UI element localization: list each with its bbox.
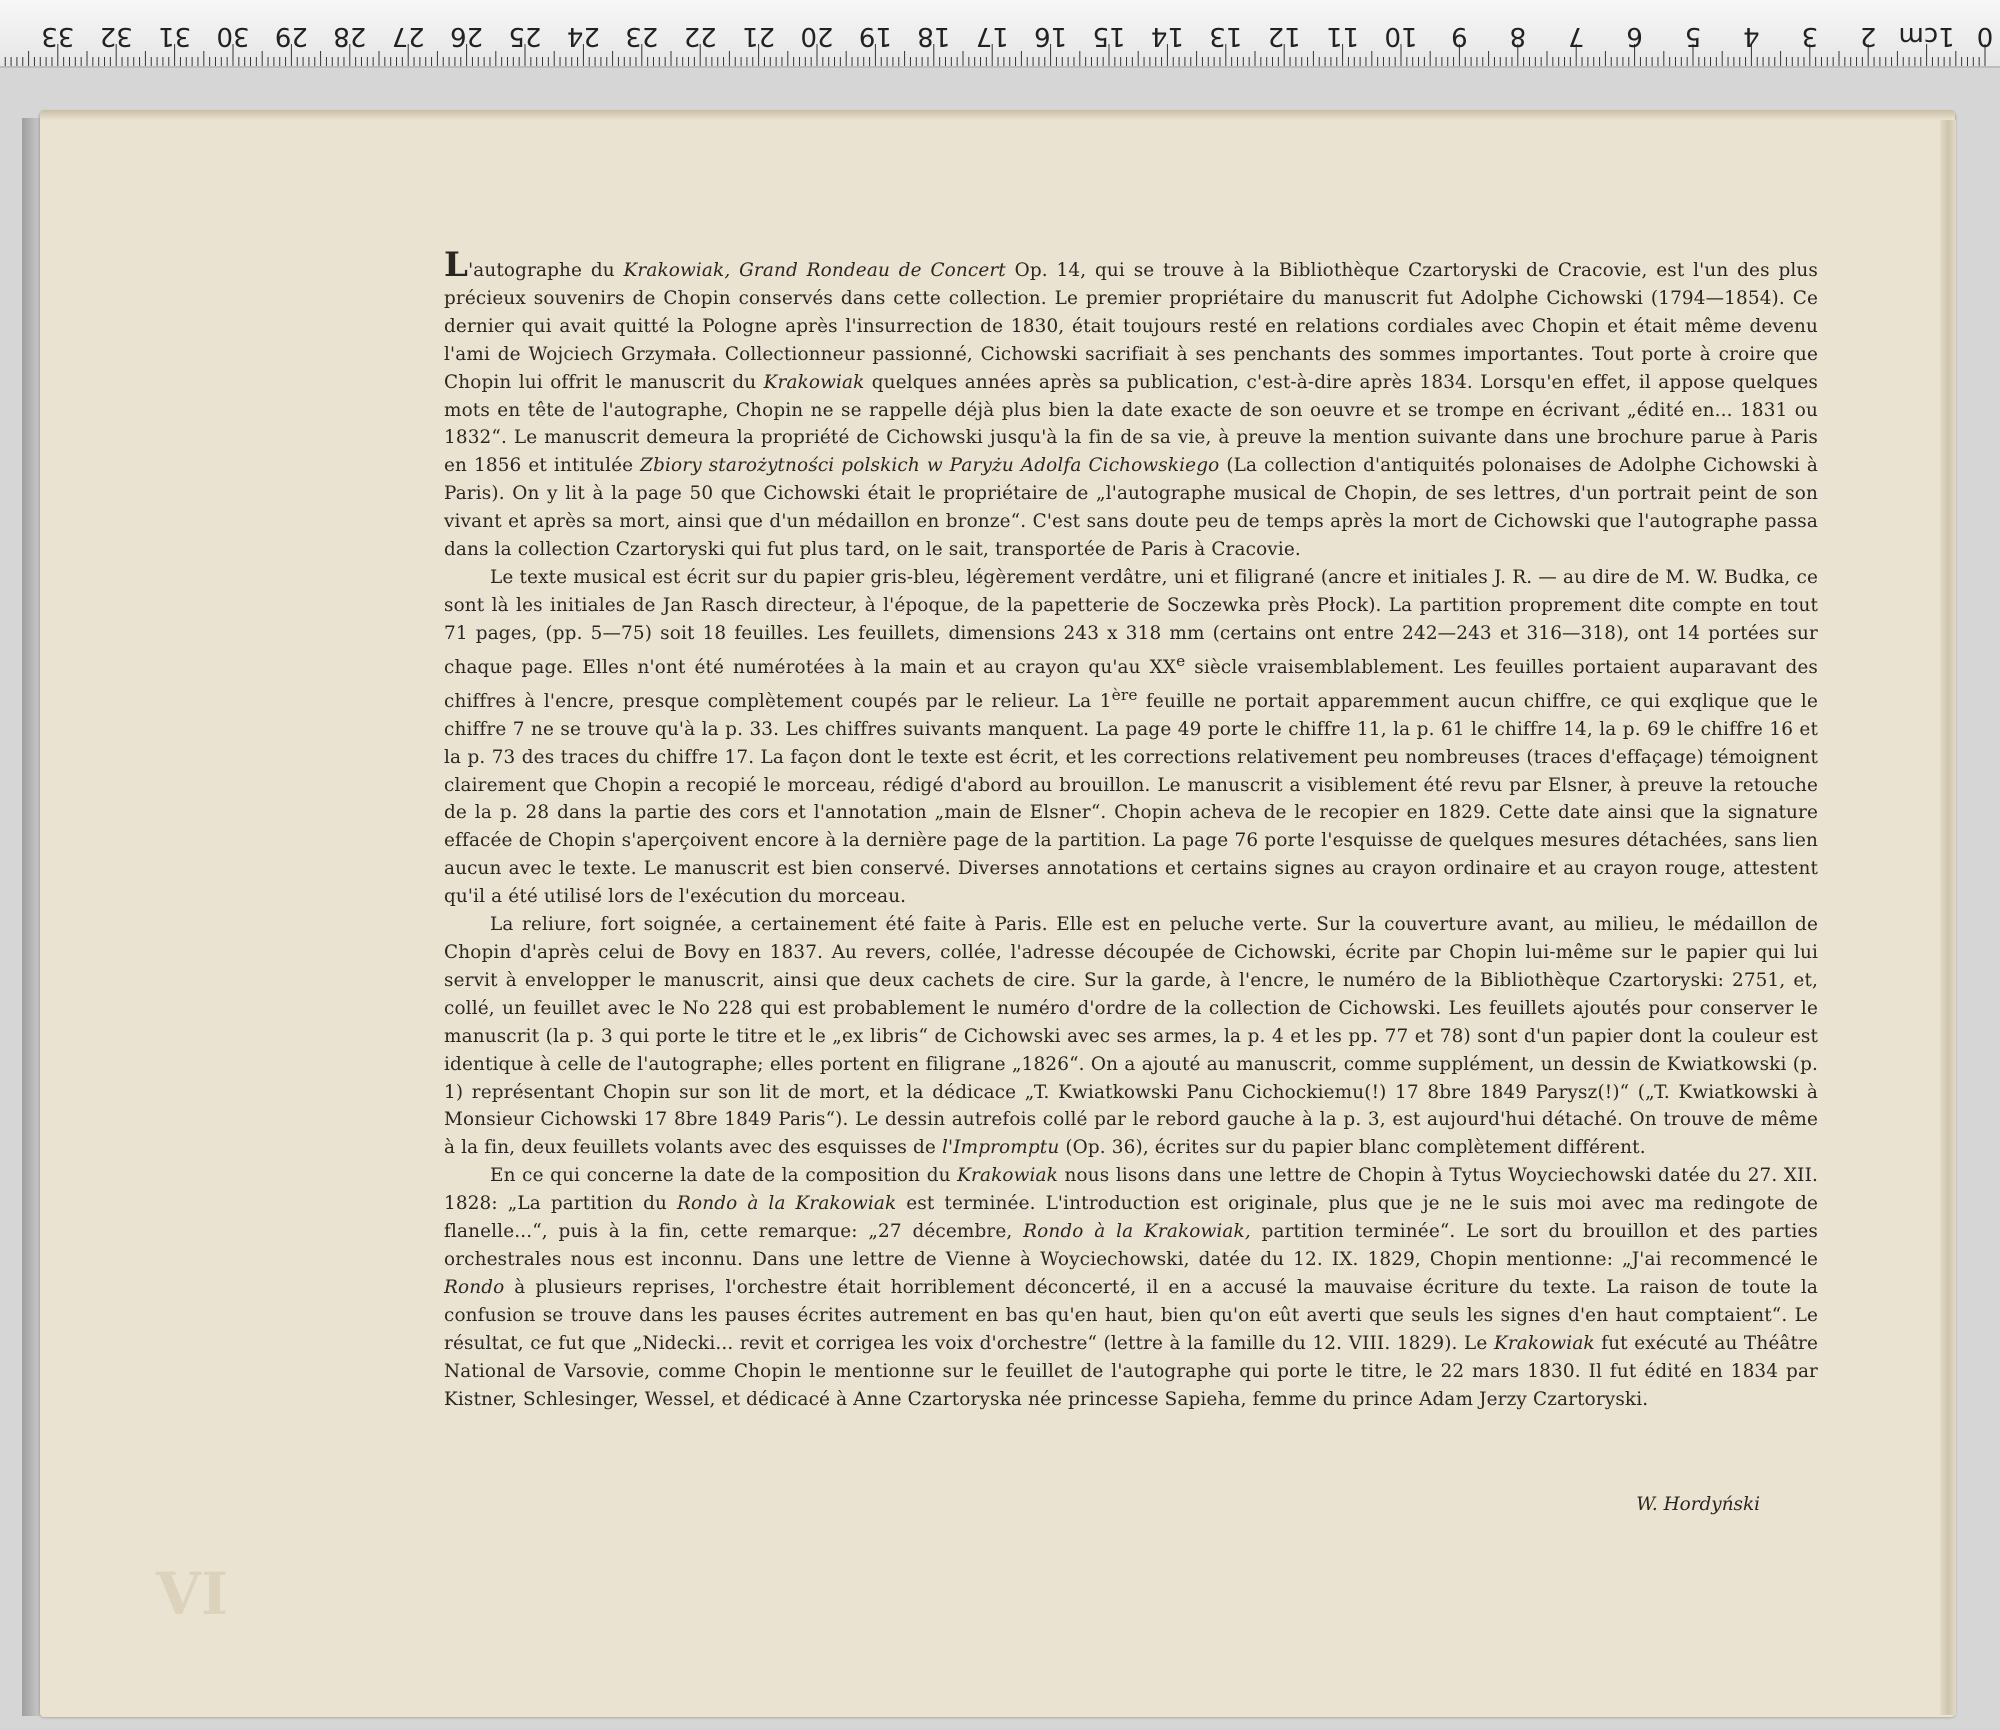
italic-title: Krakowiak bbox=[763, 371, 865, 393]
ruler-label: 20 bbox=[800, 21, 834, 51]
text-run: fut exécuté au Théâtre National de Varsovie, comme Chopin le mentionne sur le feuillet de l'autographe qui porte le titre, le 22 mars 1830. Il fut édité en 1834 par Kistner, Schlesinger, Wessel, et dédicacé à Anne Czartoryska née princesse Sapieha, femme du prince Adam Jerzy Czartoryski. bbox=[444, 1332, 1819, 1410]
text-run: La reliure, fort soignée, a certainement été faite à Paris. Elle est en peluche verte. Sur la couverture avant, au milieu, le médaillon de Chopin d'après celui de Bovy en 1837. Au revers, collée, l'adresse découpée de Cichowski, écrite par Chopin lui-même sur le papier qui lui servit à envelopper le manuscrit, ainsi que deux cachets de cire. Sur la garde, à l'encre, le numéro de la Bibliothèque Czartoryski: 2751, et, collé, un feuillet avec le No 228 qui est probablement le numéro d'ordre de la collection de Cichowski. Les feuillets ajoutés pour conserver le manuscrit (la p. 3 qui porte le titre et le „ex libris“ de Cichowski avec ses armes, la p. 4 et les pp. 77 et 78) sont d'un papier dont la couleur est identique à celle de l'autographe; elles portent en filigrane „1826“. On a ajouté au manuscrit, comme supplément, un dessin de Kwiatkowski (p. 1) représentant Chopin sur son lit de mort, et la dédicace „T. Kwiatkowski Panu Cichockiemu(!) 17 8bre 1849 Parysz(!)“ („T. Kwiatkowski à Monsieur Cichowski 17 8bre 1849 Paris“). Le dessin autrefois collé par le rebord gauche à la p. 3, est aujourd'hui détaché. On trouve de même à la fin, deux feuillets volants avec des esquisses de bbox=[444, 914, 1818, 1159]
ruler-label: 15 bbox=[1092, 21, 1126, 51]
text-run: (La collection d'antiquités polonaises de Adolphe Cichowski à Paris). On y lit à la page 50 que Cichowski était le propriétaire de „l'autographe musical de Chopin, de ses lettres, d'un portrait peint de son vivant et après sa mort, ainsi que d'un médaillon en bronze“. C'est sans doute peu de temps après la mort de Cichowski que l'autographe passa dans la collection Czartoryski qui fut plus tard, on le sait, transportée de Paris à Cracovie. bbox=[444, 455, 1819, 561]
ruler-label: 26 bbox=[450, 21, 484, 51]
ruler-label: 0 bbox=[1976, 21, 1994, 51]
ruler-label: 8 bbox=[1509, 21, 1527, 51]
superscript: ère bbox=[1111, 685, 1138, 704]
ruler-label: 27 bbox=[391, 21, 425, 51]
italic-title: Krakowiak, Grand Rondeau de Concert bbox=[623, 260, 1006, 281]
ruler-label: 29 bbox=[274, 21, 308, 51]
measuring-ruler bbox=[0, 0, 2000, 68]
ruler-label: 31 bbox=[158, 21, 192, 51]
ruler-label: 25 bbox=[508, 21, 542, 51]
ruler-label: 16 bbox=[1034, 21, 1068, 51]
paragraph-2 bbox=[444, 564, 1818, 911]
paragraph-3 bbox=[444, 911, 1818, 1162]
page-number: VI bbox=[156, 1560, 229, 1628]
text-run: Le texte musical est écrit sur du papier gris-bleu, légèrement verdâtre, uni et filigrané (ancre et initiales J. R. — au dire de M. W. Budka, ce sont là les initiales de Jan Rasch directeur, à l'époque, de la papetterie de Soczewka près Płock). La partition proprement dite compte en tout 71 pages, (pp. 5—75) soit 18 feuilles. Les feuillets, dimensions 243 x 318 mm (certains ont entre 242—243 et 316—318), ont 14 portées sur chaque page. Elles n'ont été numérotées à la main et au crayon qu'au XX bbox=[444, 566, 1818, 678]
ruler-label: 22 bbox=[683, 21, 717, 51]
italic-title: Rondo à la Krakowiak bbox=[677, 1193, 897, 1215]
ruler-label: 2 bbox=[1859, 21, 1877, 51]
ruler-label: 17 bbox=[975, 21, 1009, 51]
italic-title: Krakowiak bbox=[1493, 1332, 1595, 1354]
ruler-label: 33 bbox=[41, 21, 75, 51]
ruler-label: 28 bbox=[333, 21, 367, 51]
text-run: quelques années après sa publication, c'est-à-dire après 1834. Lorsqu'en effet, il appose quelques mots en tête de l'autographe, Chopin ne se rappelle déjà plus bien la date exacte de son oeuvre et se trompe en écrivant „édité en... 1831 ou 1832“. Le manuscrit demeura la propriété de Cichowski jusqu'à la fin de sa vie, à preuve la mention suivante dans une brochure parue à Paris en 1856 et intitulée bbox=[444, 371, 1818, 477]
ruler-label: 7 bbox=[1567, 21, 1585, 51]
ruler-label: 24 bbox=[566, 21, 600, 51]
ruler-label: 21 bbox=[742, 21, 776, 51]
drop-cap: L bbox=[444, 245, 469, 285]
ruler-label: 11 bbox=[1326, 21, 1360, 51]
text-run: 'autographe du bbox=[468, 260, 624, 281]
left-binding bbox=[22, 118, 42, 1716]
ruler-label: 1cm bbox=[1898, 21, 1955, 51]
paragraph-4 bbox=[444, 1162, 1818, 1413]
ruler-label: 32 bbox=[99, 21, 133, 51]
author-signature: W. Hordyński bbox=[1636, 1494, 1760, 1515]
text-run: partition terminée“. Le sort du brouillon et des parties orchestrales nous est inconnu. Dans une lettre de Vienne à Woyciechowski, datée du 12. IX. 1829, Chopin mentionne: „J'ai recommencé le bbox=[444, 1221, 1818, 1270]
ruler-label: 4 bbox=[1743, 21, 1760, 51]
text-run: Op. 14, qui se trouve à la Bibliothèque Czartoryski de Cracovie, est l'un des plus précieux souvenirs de Chopin conservés dans cette collection. Le premier propriétaire du manuscrit fut Adolphe Cichowski (1794—1854). Ce dernier qui avait quitté la Pologne après l'insurrection de 1830, était toujours resté en relations cordiales avec Chopin et était même devenu l'ami de Wojciech Grzymała. Collectionneur passionné, Cichowski sacrifiait à ses penchants des sommes importantes. Tout porte à croire que Chopin lui offrit le manuscrit du bbox=[444, 260, 1818, 393]
ruler-label: 6 bbox=[1626, 21, 1643, 51]
text-run: nous lisons dans une lettre de Chopin à Tytus Woyciechowski datée du 27. XII. 1828: „La partition du bbox=[444, 1165, 1818, 1215]
ruler-label: 10 bbox=[1384, 21, 1418, 51]
text-run: est terminée. L'introduction est originale, plus que je ne le suis moi avec ma redingote de flanelle...“, puis à la fin, cette remarque: „27 décembre, bbox=[444, 1193, 1818, 1243]
ruler-label: 19 bbox=[858, 21, 892, 51]
ruler-label: 14 bbox=[1150, 21, 1184, 51]
ruler-label: 9 bbox=[1451, 21, 1468, 51]
italic-title: Rondo à la Krakowiak, bbox=[1023, 1221, 1251, 1243]
ruler-label: 5 bbox=[1684, 21, 1702, 51]
ruler-label: 18 bbox=[917, 21, 951, 51]
ruler-label: 3 bbox=[1801, 21, 1819, 51]
italic-title: Krakowiak bbox=[957, 1165, 1058, 1187]
text-run: feuille ne portait apparemment aucun chiffre, ce qui exqlique que le chiffre 7 ne se trouve qu'à la p. 33. Les chiffres suivants manquent. La page 49 porte le chiffre 11, la p. 61 le chiffre 14, la p. 69 le chiffre 16 et la p. 73 des traces du chiffre 17. La façon dont le texte est écrit, et les corrections relativement peu nombreuses (traces d'effaçage) témoignent clairement que Chopin a recopié le morceau, rédigé d'abord au brouillon. Le manuscrit a visiblement été revu par Elsner, à preuve la retouche de la p. 28 dans la partie des cors et l'annotation „main de Elsner“. Chopin acheva de le recopier en 1829. Cette date ainsi que la signature effacée de Chopin s'aperçoivent encore à la dernière page de la partition. La page 76 porte l'esquisse de quelques mesures détachées, sans lien aucun avec le texte. Le manuscrit est bien conservé. Diverses annotations et certains signes au crayon ordinaire et au crayon rouge, attestent qu'il a été utilisé lors de l'exécution du morceau. bbox=[444, 690, 1818, 908]
italic-title: Rondo bbox=[444, 1276, 505, 1298]
article-body bbox=[444, 245, 1819, 1413]
page-fold bbox=[1940, 120, 1956, 1715]
paragraph-1 bbox=[444, 245, 1819, 564]
ruler-label: 13 bbox=[1209, 21, 1243, 51]
text-run: En ce qui concerne la date de la composition du bbox=[490, 1165, 958, 1187]
ruler-label: 12 bbox=[1267, 21, 1301, 51]
ruler-ticks bbox=[0, 0, 2000, 66]
ruler-label: 23 bbox=[625, 21, 659, 51]
ruler-label: 30 bbox=[216, 21, 250, 51]
italic-title: Zbiory starożytności polskich w Paryżu Adolfa Cichowskiego bbox=[640, 455, 1220, 477]
superscript: e bbox=[1176, 651, 1186, 670]
text-run: (Op. 36), écrites sur du papier blanc complètement différent. bbox=[1059, 1137, 1646, 1159]
italic-title: l'Impromptu bbox=[941, 1137, 1060, 1159]
text-run: à plusieurs reprises, l'orchestre était horriblement déconcerté, il en a accusé la mauvaise écriture du texte. La raison de toute la confusion se trouve dans les pauses écrites autrement en bas qu'en haut, bien qu'on eût averti que seuls les signes d'en haut comptaient“. Le résultat, ce fut que „Nidecki... revit et corrigea les voix d'orchestre“ (lettre à la famille du 12. VIII. 1829). Le bbox=[444, 1276, 1818, 1354]
page-top-edge bbox=[40, 110, 1955, 120]
text-run: siècle vraisemblablement. Les feuilles portaient auparavant des chiffres à l'encre, presque complètement coupés par le relieur. La 1 bbox=[444, 656, 1818, 712]
